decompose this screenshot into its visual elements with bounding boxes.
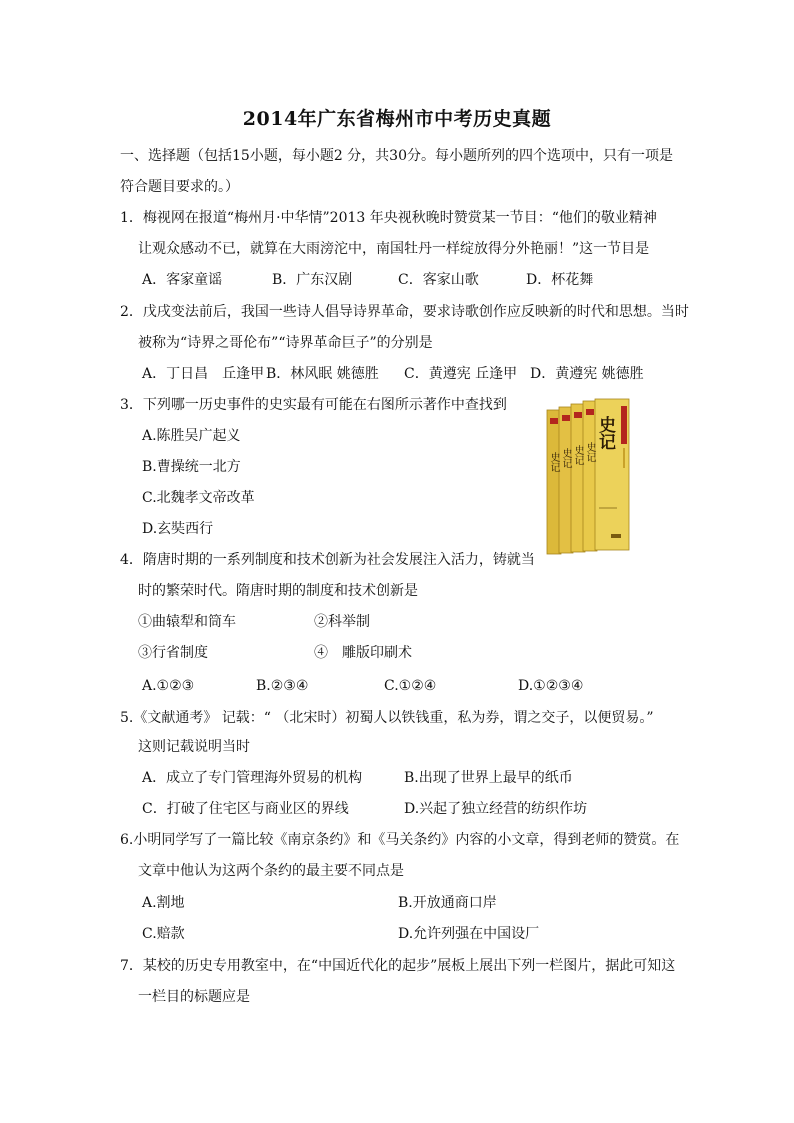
q1-option-c: C．客家山歌 [398, 272, 479, 288]
q1-option-a: A．客家童谣 [142, 272, 223, 288]
q5-option-d: D.兴起了独立经营的纺织作坊 [404, 801, 588, 817]
q3-option-d: D.玄奘西行 [142, 521, 214, 537]
q4-option-c: C.①②④ [384, 678, 437, 694]
q2-option-a: A．丁日昌 丘逢甲 [142, 366, 265, 382]
q3-stem-line1: 3．下列哪一历史事件的史实最有可能在右图所示著作中查找到 [120, 397, 507, 413]
q6-option-d: D.允许列强在中国设厂 [398, 926, 540, 942]
q1-option-d: D．杯花舞 [526, 272, 594, 288]
q2-stem-line1: 2．戊戌变法前后，我国一些诗人倡导诗界革命，要求诗歌创作应反映新的时代和思想。当时 [120, 304, 689, 320]
book-spine-title-3: 史记 [572, 445, 583, 465]
q3-option-b: B.曹操统一北方 [142, 459, 241, 475]
q5-stem-line1: 5.《文献通考》 记载：“ （北宋时）初蜀人以铁钱重，私为券，谓之交子，以便贸易。” [120, 710, 654, 726]
q3-option-c: C.北魏孝文帝改革 [142, 490, 255, 506]
q2-option-b: B．林风眠 姚德胜 [266, 366, 379, 382]
book-spine-title-4: 史记 [584, 442, 595, 462]
q4-item-2: ②科举制 [314, 614, 370, 630]
q7-stem-line1: 7．某校的历史专用教室中，在“中国近代化的起步”展板上展出下列一栏图片，据此可知这 [120, 958, 676, 974]
q2-option-c: C．黄遵宪 丘逢甲 [404, 366, 518, 382]
q5-option-a: A．成立了专门管理海外贸易的机构 [142, 770, 363, 786]
q4-item-4: ④ 雕版印刷术 [314, 645, 412, 661]
q2-option-d: D．黄遵宪 姚德胜 [530, 366, 644, 382]
q2-stem-line2: 被称为“诗界之哥伦布”“诗界革命巨子”的分别是 [138, 335, 433, 351]
q5-option-b: B.出现了世界上最早的纸币 [404, 770, 573, 786]
q4-option-b: B.②③④ [256, 678, 309, 694]
q7-stem-line2: 一栏目的标题应是 [138, 989, 250, 1005]
q6-option-b: B.开放通商口岸 [398, 895, 497, 911]
book-cover-title: 史记 [595, 416, 615, 450]
q4-item-3: ③行省制度 [138, 645, 208, 661]
q6-option-a: A.割地 [142, 895, 185, 911]
q5-stem-line2: 这则记载说明当时 [138, 739, 250, 755]
q6-stem-line1: 6.小明同学写了一篇比较《南京条约》和《马关条约》内容的小文章，得到老师的赞赏。在 [120, 832, 680, 848]
q1-option-b: B．广东汉剧 [272, 272, 353, 288]
q4-stem-line1: 4．隋唐时期的一系列制度和技术创新为社会发展注入活力，铸就当 [120, 552, 535, 568]
shiji-books-image [545, 398, 631, 558]
book-spine-title-2: 史记 [560, 448, 571, 468]
page-title: 2014年广东省梅州市中考历史真题 [242, 108, 552, 130]
q1-stem-line1: 1．梅视网在报道“梅州月·中华情”2013 年央视秋晚时赞赏某一节目：“他们的敬业精神 [120, 210, 657, 226]
q5-option-c: C．打破了住宅区与商业区的界线 [142, 801, 349, 817]
book-spine-title-1: 史记 [548, 452, 559, 472]
q1-stem-line2: 让观众感动不已，就算在大雨滂沱中，南国牡丹一样绽放得分外艳丽！”这一节目是 [138, 241, 650, 257]
q4-item-1: ①曲辕犁和筒车 [138, 614, 236, 630]
section-heading-line2: 符合题目要求的。） [120, 179, 239, 195]
q6-stem-line2: 文章中他认为这两个条约的最主要不同点是 [138, 863, 404, 879]
q4-option-d: D.①②③④ [518, 678, 584, 694]
q6-option-c: C.赔款 [142, 926, 185, 942]
section-heading-line1: 一、选择题（包括15小题，每小题2 分，共30分。每小题所列的四个选项中，只有一项是 [120, 148, 673, 164]
q4-option-a: A.①②③ [142, 678, 195, 694]
q3-option-a: A.陈胜吴广起义 [142, 428, 241, 444]
q4-stem-line2: 时的繁荣时代。隋唐时期的制度和技术创新是 [138, 583, 418, 599]
